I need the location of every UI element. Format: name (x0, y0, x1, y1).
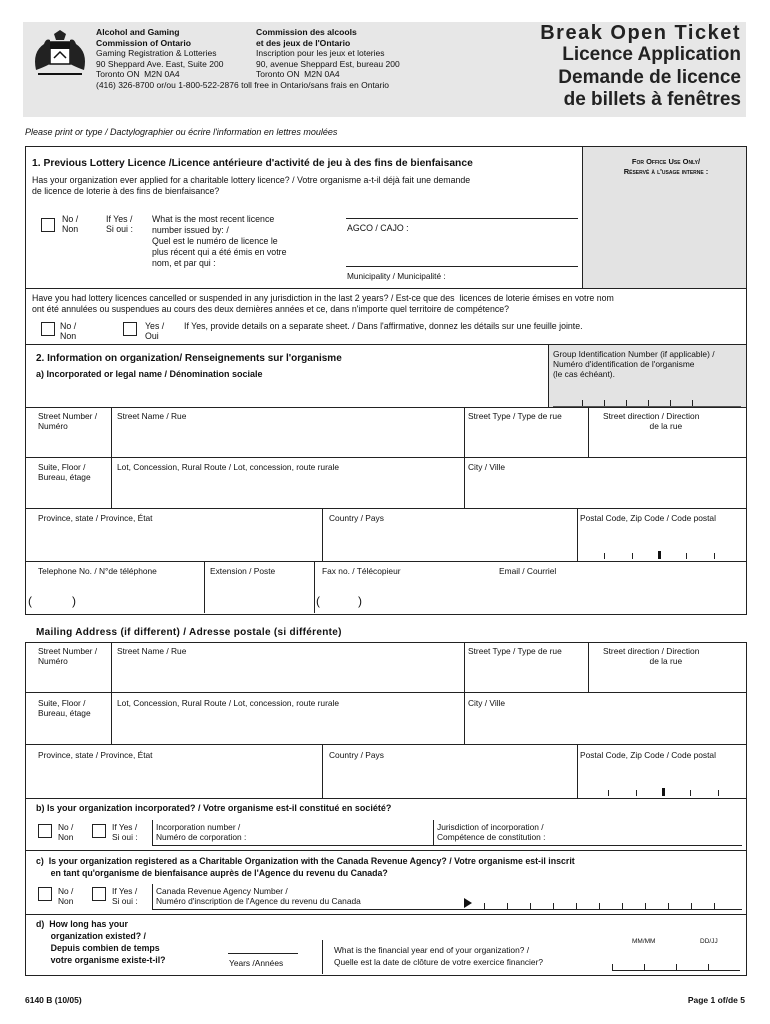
cra-tick (691, 903, 692, 909)
municipality-underline (346, 266, 578, 267)
mailing-suite-field[interactable] (30, 721, 108, 739)
cra-tick (530, 903, 531, 909)
divider (464, 692, 465, 744)
phone-paren-left: ( (28, 594, 32, 608)
years-label: Years /Années (229, 958, 284, 968)
day-field[interactable] (678, 952, 738, 968)
street-name-label: Street Name / Rue (117, 411, 187, 421)
cra-tick (599, 903, 600, 909)
phone-paren-right: ) (72, 594, 76, 608)
date-tick (612, 964, 613, 970)
postal-tick (686, 553, 687, 559)
form-number: 6140 B (10/05) (25, 995, 82, 1005)
section-c-underline (152, 909, 742, 910)
postal-separator (658, 551, 661, 559)
cancelled-question: Have you had lottery licences cancelled or suspended in any jurisdiction in the last 2 years? / Est-ce que des licences de loterie émises en votre nom ont été annulées ou suspendues au cours des deux dernières années et ce, dans n'importe quel territoire de compétence? (32, 293, 614, 314)
ontario-crest-logo (30, 28, 90, 80)
title-line-1: Break Open Ticket (540, 22, 741, 44)
postal-field[interactable] (582, 540, 742, 558)
divider (464, 407, 465, 457)
divider (322, 508, 323, 561)
extension-label: Extension / Poste (210, 566, 276, 576)
suite-field[interactable] (30, 485, 108, 503)
mailing-lot-label: Lot, Concession, Rural Route / Lot, concession, route rurale (117, 698, 340, 708)
province-field[interactable] (30, 535, 318, 555)
charity-no-label: No / Non (58, 886, 74, 906)
section2-title: 2. Information on organization/ Renseignements sur l'organisme (36, 353, 342, 364)
arrow-right-icon (464, 898, 472, 908)
day-label: DD/JJ (700, 938, 718, 945)
section2-sub-a: a) Incorporated or legal name / Dénomination sociale (36, 369, 263, 379)
mailing-street-number-field[interactable] (30, 670, 108, 688)
mailing-street-name-label: Street Name / Rue (117, 646, 187, 656)
divider (111, 692, 112, 744)
street-type-field[interactable] (468, 435, 584, 453)
suite-label: Suite, Floor / Bureau, étage (38, 462, 91, 482)
divider (152, 884, 153, 910)
postal-tick (632, 553, 633, 559)
street-type-label: Street Type / Type de rue (468, 411, 562, 421)
section1-question: Has your organization ever applied for a charitable lottery licence? / Votre organisme a-t-il déjà fait une demande de licence de loterie à des fins de bienfaisance? (32, 175, 471, 196)
postal-label: Postal Code, Zip Code / Code postal (580, 513, 716, 523)
country-label: Country / Pays (329, 513, 384, 523)
title-line-3: Demande de licence (558, 67, 741, 88)
jurisdiction-field[interactable] (578, 830, 738, 844)
cra-tick (645, 903, 646, 909)
cancelled-yes-checkbox[interactable] (123, 322, 137, 336)
street-number-field[interactable] (30, 435, 108, 453)
cra-number-field[interactable] (476, 894, 740, 908)
agency-fr-details: Inscription pour les jeux et loteries 90, avenue Sheppard Est, bureau 200 Toronto ON M2N 0A4 (256, 48, 400, 80)
cancelled-no-label: No / Non (60, 321, 77, 341)
mailing-postal-label: Postal Code, Zip Code / Code postal (580, 750, 716, 760)
mailing-province-label: Province, state / Province, État (38, 750, 153, 760)
lot-field[interactable] (116, 485, 460, 503)
postal-tick (636, 790, 637, 796)
month-field[interactable] (614, 952, 674, 968)
agency-fr-block (256, 27, 400, 80)
charity-yes-checkbox[interactable] (92, 887, 106, 901)
fax-paren-right: ) (358, 594, 362, 608)
telephone-field[interactable] (36, 590, 201, 610)
agency-en-details: Gaming Registration & Lotteries 90 Sheppard Ave. East, Suite 200 Toronto ON M2N 0A4 (416) 326-8700 or/ou 1-800-522-2876 toll free in Ontario/sans frais en Ontario (96, 48, 389, 90)
street-name-field[interactable] (116, 435, 460, 453)
charity-no-checkbox[interactable] (38, 887, 52, 901)
fax-label: Fax no. / Télécopieur (322, 566, 401, 576)
group-id-label: Group Identification Number (if applicable) / Numéro d'identification de l'organisme (le cas échéant). (553, 349, 715, 379)
group-id-tick (670, 400, 671, 406)
cancelled-yes-label: Yes / Oui (145, 321, 165, 341)
street-direction-field[interactable] (592, 435, 742, 453)
incorporated-no-label: No / Non (58, 822, 74, 842)
extension-field[interactable] (208, 590, 310, 610)
mailing-city-label: City / Ville (468, 698, 506, 708)
street-direction-label: Street direction / Direction de la rue (603, 411, 700, 431)
city-label: City / Ville (468, 462, 506, 472)
mailing-street-direction-label: Street direction / Direction de la rue (603, 646, 700, 666)
agco-label: AGCO / CAJO : (347, 223, 409, 233)
divider (314, 561, 315, 613)
divider (204, 561, 205, 613)
section-c-question: c) Is your organization registered as a Charitable Organization with the Canada Revenue Agency? / Votre organisme est-il inscrit en tant qu'organisme de bienfaisance auprès de l'Agence du revenu du Canada? (36, 856, 575, 878)
email-label: Email / Courriel (499, 566, 557, 576)
jurisdiction-label: Jurisdiction of incorporation / Compétence de constitution : (437, 822, 546, 842)
fax-field[interactable] (324, 590, 494, 610)
years-field[interactable] (228, 940, 298, 952)
mailing-suite-label: Suite, Floor / Bureau, étage (38, 698, 91, 718)
cra-tick (484, 903, 485, 909)
cra-tick (714, 903, 715, 909)
city-field[interactable] (468, 485, 742, 503)
office-use-label: For Office Use Only/ Réservé à l'usage interne : (623, 157, 709, 176)
cra-number-label: Canada Revenue Agency Number / Numéro d'inscription de l'Agence du revenu du Canada (156, 886, 361, 906)
divider (322, 744, 323, 798)
cancelled-yes-details: If Yes, provide details on a separate sheet. / Dans l'affirmative, donnez les détails sur une feuille jointe. (184, 321, 583, 331)
fax-paren-left: ( (316, 594, 320, 608)
fiscal-year-label: What is the financial year end of your organization? / Quelle est la date de clôture de votre exercice financier? (334, 945, 544, 967)
legal-name-field[interactable] (30, 384, 544, 404)
email-field[interactable] (498, 590, 742, 610)
country-field[interactable] (326, 535, 574, 555)
divider (464, 457, 465, 508)
cancelled-no-checkbox[interactable] (41, 322, 55, 336)
agco-underline (346, 218, 578, 219)
cra-tick (553, 903, 554, 909)
section-b-question: b) Is your organization incorporated? / Votre organisme est-il constitué en société? (36, 803, 392, 813)
province-label: Province, state / Province, État (38, 513, 153, 523)
divider (111, 407, 112, 457)
postal-tick (718, 790, 719, 796)
section1-title: 1. Previous Lottery Licence /Licence antérieure d'activité de jeu à des fins de bienfaisance (32, 158, 473, 169)
divider (588, 642, 589, 692)
agency-fr-name: Commission des alcools et des jeux de l'Ontario (256, 27, 357, 48)
title-line-4: de billets à fenêtres (563, 89, 741, 110)
instructions: Please print or type / Dactylographier ou écrire l'information en lettres moulées (25, 127, 338, 137)
incorporated-yes-label: If Yes / Si oui : (112, 822, 138, 842)
incorporated-yes-checkbox[interactable] (92, 824, 106, 838)
charity-yes-label: If Yes / Si oui : (112, 886, 138, 906)
group-id-tick (626, 400, 627, 406)
group-id-tick (648, 400, 649, 406)
group-id-tick (604, 400, 605, 406)
group-id-tick (692, 400, 693, 406)
prev-licence-no-label: No / Non (62, 214, 79, 234)
mailing-street-direction-field[interactable] (592, 670, 742, 688)
divider (577, 744, 578, 798)
street-number-label: Street Number / Numéro (38, 411, 98, 431)
postal-tick (608, 790, 609, 796)
mailing-province-field[interactable] (30, 772, 318, 792)
divider (111, 642, 112, 692)
divider (588, 407, 589, 457)
postal-tick (690, 790, 691, 796)
postal-tick (604, 553, 605, 559)
recent-licence-label: What is the most recent licence number issued by: / Quel est le numéro de licence le plus récent qui a été émis en votre nom, et par qui : (152, 214, 287, 268)
lot-label: Lot, Concession, Rural Route / Lot, concession, route rurale (117, 462, 340, 472)
divider (111, 457, 112, 508)
years-underline (228, 953, 298, 954)
mailing-city-field[interactable] (468, 721, 742, 739)
prev-licence-yes-label: If Yes / Si oui : (106, 214, 133, 234)
postal-separator (662, 788, 665, 796)
date-tick (676, 964, 677, 970)
divider (464, 642, 465, 692)
cra-tick (507, 903, 508, 909)
agency-en-name: Alcohol and Gaming Commission of Ontario (96, 27, 192, 48)
month-label: MM/MM (632, 938, 656, 945)
mailing-street-number-label: Street Number / Numéro (38, 646, 98, 666)
mailing-country-label: Country / Pays (329, 750, 384, 760)
mailing-street-type-field[interactable] (468, 670, 584, 688)
mailing-title: Mailing Address (if different) / Adresse postale (si différente) (36, 627, 342, 638)
mailing-street-type-label: Street Type / Type de rue (468, 646, 562, 656)
date-underline (612, 970, 740, 971)
group-id-tick (582, 400, 583, 406)
section-d-question: d) How long has your organization existed? / Depuis combien de temps votre organisme existe-t-il? (36, 919, 166, 965)
mailing-lot-field[interactable] (116, 721, 460, 739)
mailing-country-field[interactable] (326, 772, 574, 792)
prev-licence-no-checkbox[interactable] (41, 218, 55, 232)
page-number: Page 1 of/de 5 (687, 995, 745, 1005)
divider (152, 820, 153, 846)
cra-tick (622, 903, 623, 909)
section-b-underline (152, 845, 742, 846)
divider (322, 940, 323, 974)
title-line-2: Licence Application (562, 44, 741, 65)
divider (577, 508, 578, 561)
mailing-street-name-field[interactable] (116, 670, 460, 688)
incorporation-number-label: Incorporation number / Numéro de corporation : (156, 822, 247, 842)
postal-tick (714, 553, 715, 559)
incorporation-number-field[interactable] (268, 830, 428, 844)
telephone-label: Telephone No. / N°de téléphone (38, 566, 157, 576)
cra-tick (668, 903, 669, 909)
incorporated-no-checkbox[interactable] (38, 824, 52, 838)
municipality-label: Municipality / Municipalité : (347, 271, 446, 281)
divider (433, 820, 434, 846)
cra-tick (576, 903, 577, 909)
